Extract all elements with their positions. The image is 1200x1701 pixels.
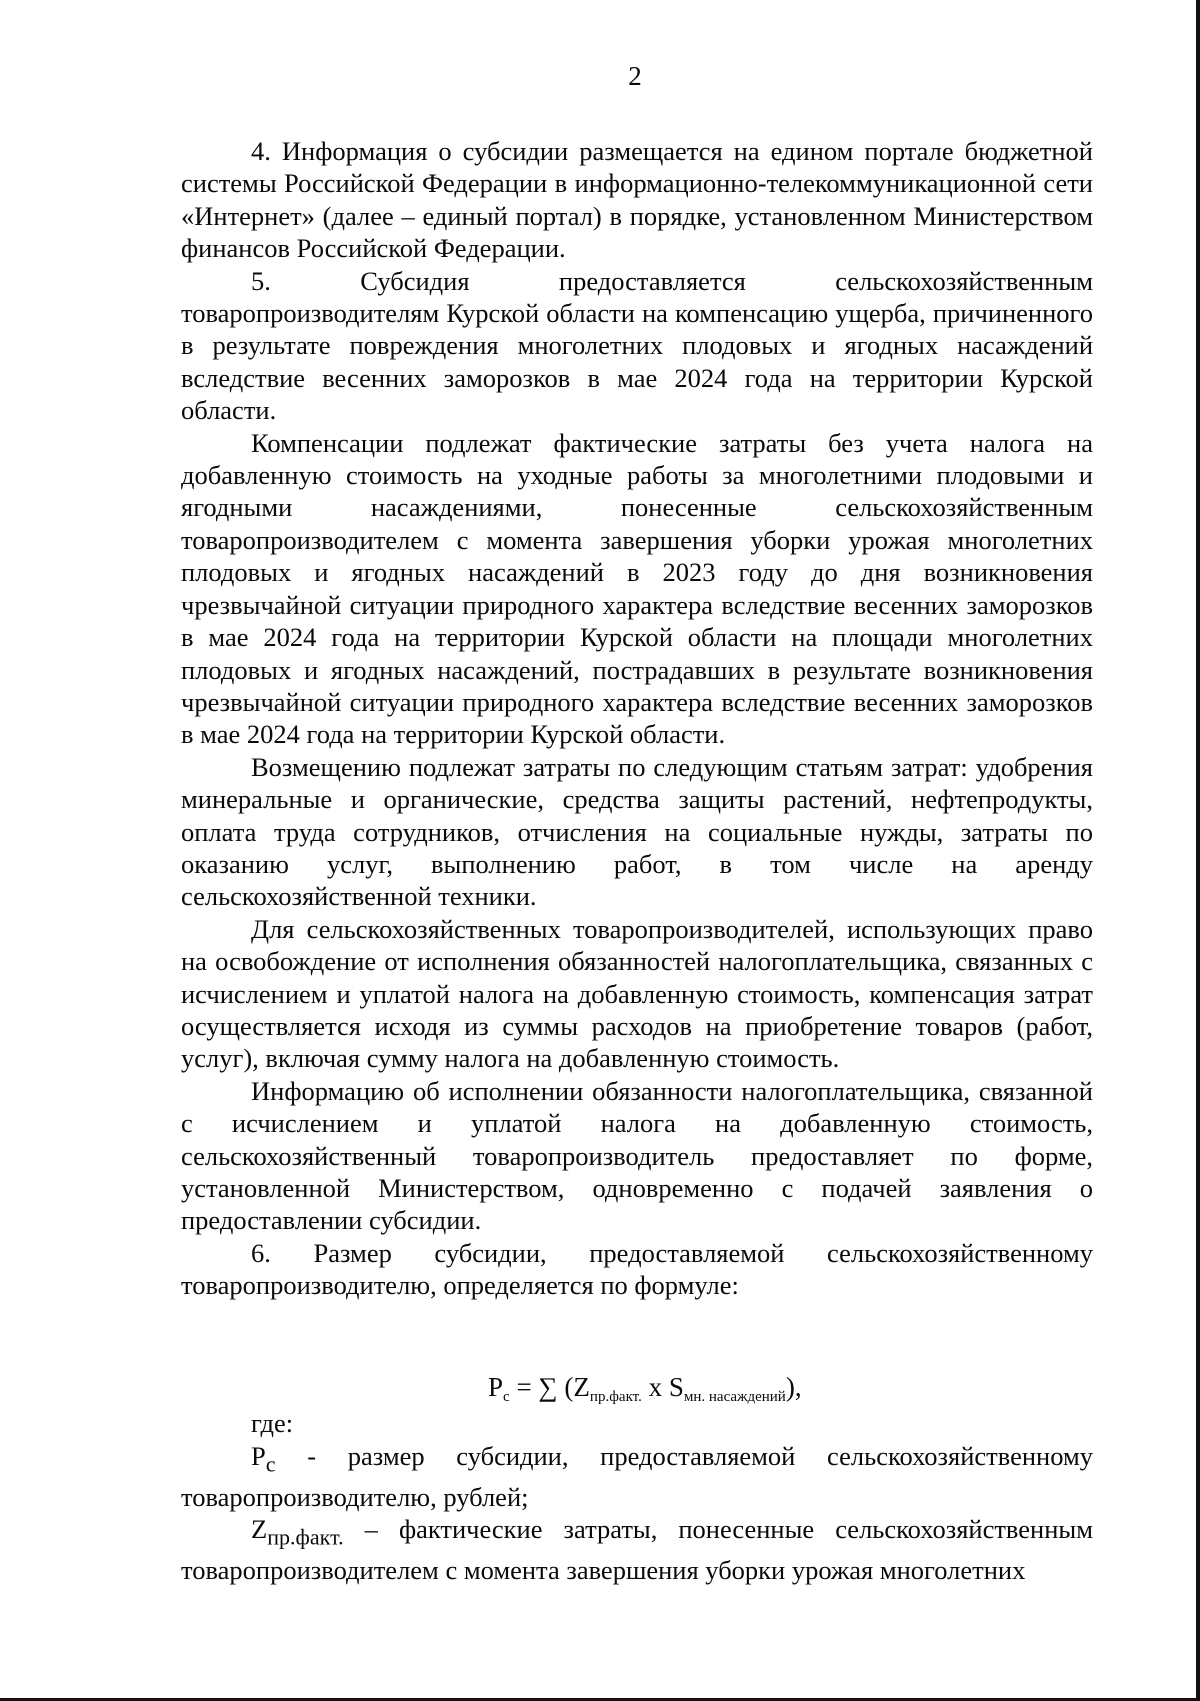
definition-text: - размер субсидии, предоставляемой сельскохозяйственному товаропроизводителю, рублей; bbox=[181, 1441, 1093, 1512]
definition-symbol: P bbox=[251, 1441, 266, 1471]
formula-z-sub: пр.факт. bbox=[589, 1389, 642, 1405]
formula-s-sub: мн. насаждений bbox=[683, 1389, 786, 1405]
definition-symbol: Z bbox=[251, 1514, 268, 1545]
paragraph-item-6: 6. Размер субсидии, предоставляемой сельскохозяйственному товаропроизводителю, определяется по формуле: bbox=[181, 1237, 1093, 1301]
formula-close: ), bbox=[785, 1372, 802, 1402]
formula-times: x bbox=[641, 1372, 669, 1402]
scan-edge-right bbox=[1196, 0, 1200, 1701]
formula-z: Z bbox=[573, 1372, 590, 1402]
formula-sum: = ∑ ( bbox=[509, 1372, 574, 1402]
definition-z bbox=[181, 1513, 1093, 1586]
formula-lhs-sub: с bbox=[503, 1389, 510, 1405]
paragraph-reimbursable-costs: Возмещению подлежат затраты по следующим статьям затрат: удобрения минеральные и органические, средства защиты растений, нефтепродукты, оплата труда сотрудников, отчисления на социальные нужды, затраты по оказанию услуг, выполнению работ, в том числе на аренду сельскохозяйственной техники. bbox=[181, 751, 1093, 912]
formula-s: S bbox=[668, 1372, 684, 1402]
paragraph-vat-info: Информацию об исполнении обязанности налогоплательщика, связанной с исчислением и уплатой налога на добавленную стоимость, сельскохозяйственный товаропроизводитель предоставляет по форме, установленной Министерством, одновременно с подачей заявления о предоставлении субсидии. bbox=[181, 1075, 1093, 1236]
definition-text: – фактические затраты, понесенные сельскохозяйственным товаропроизводителем с момента завершения уборки урожая многолетних bbox=[181, 1514, 1093, 1585]
definition-symbol-sub: с bbox=[265, 1451, 276, 1477]
paragraph-compensation: Компенсации подлежат фактические затраты без учета налога на добавленную стоимость на уходные работы за многолетними плодовыми и ягодными насаждениями, понесенные сельскохозяйственным товаропроизводителем с момента завершения уборки урожая многолетних плодовых и ягодных насаждений в 2023 году до дня возникновения чрезвычайной ситуации природного характера вследствие весенних заморозков в мае 2024 года на территории Курской области на площади многолетних плодовых и ягодных насаждений, пострадавших в результате возникновения чрезвычайной ситуации природного характера вследствие весенних заморозков в мае 2024 года на территории Курской области. bbox=[181, 427, 1093, 750]
paragraph-vat-exempt: Для сельскохозяйственных товаропроизводителей, использующих право на освобождение от исполнения обязанностей налогоплательщика, связанных с исчислением и уплатой налога на добавленную стоимость, компенсация затрат осуществляется исходя из суммы расходов на приобретение товаров (работ, услуг), включая сумму налога на добавленную стоимость. bbox=[181, 913, 1093, 1074]
definitions bbox=[181, 1440, 1093, 1586]
body-text bbox=[181, 135, 1093, 1302]
paragraph-item-4: 4. Информация о субсидии размещается на едином портале бюджетной системы Российской Федерации в информационно-телекоммуникационной сети «Интернет» (далее – единый портал) в порядке, установленном Министерством финансов Российской Федерации. bbox=[181, 136, 1093, 264]
definition-pc bbox=[181, 1440, 1093, 1513]
page-number: 2 bbox=[628, 61, 642, 91]
formula-lhs: P bbox=[488, 1372, 504, 1402]
where-label: где: bbox=[251, 1408, 294, 1438]
definition-symbol-sub: пр.факт. bbox=[267, 1524, 344, 1550]
subsidy-formula bbox=[488, 1370, 802, 1404]
paragraph-item-5: 5. Субсидия предоставляется сельскохозяйственным товаропроизводителям Курской области на компенсацию ущерба, причиненного в результате повреждения многолетних плодовых и ягодных насаждений вследствие весенних заморозков в мае 2024 года на территории Курской области. bbox=[181, 265, 1093, 426]
